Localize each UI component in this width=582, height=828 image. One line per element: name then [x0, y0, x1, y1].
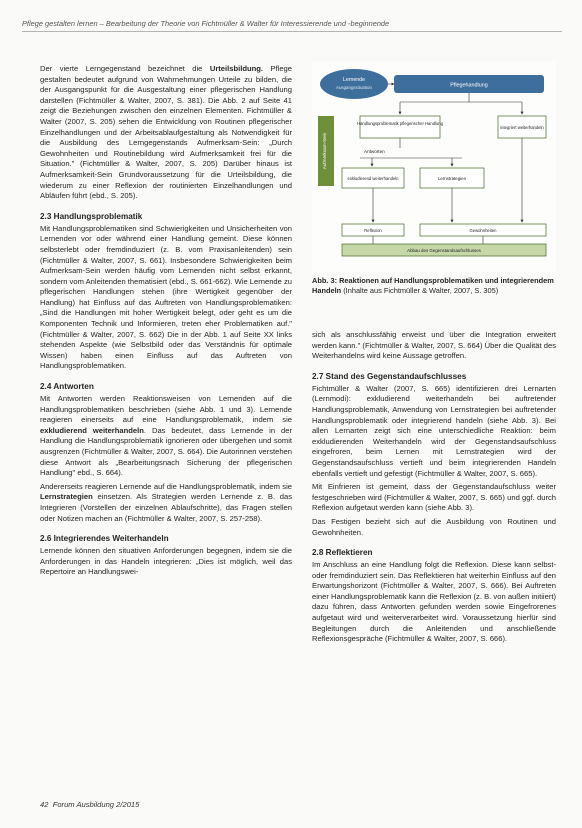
s24-bold-term-2: Lernstrategien [40, 492, 93, 502]
figure-diagram [312, 62, 556, 272]
node-exkludierend [342, 168, 404, 188]
caption-label: Abb. 3: Reaktionen auf Handlungsproblematiken und integrierendem Handeln [312, 276, 554, 295]
section-2-6-heading: 2.6 Integrierendes Weiterhandeln [40, 534, 169, 544]
s24-text1-rest: . Das bedeutet, dass Lernende in der Handlung die Handlungsproblematik ignorieren oder übergehen und somit ausgrenzen (Fichtmüller & Walter, 2007, S. 664). Die Autorinnen verstehen diese Antwort als „Bearbeitungsnach Sicherung der pflegerischen Handlung" ebd., S. 664). [40, 425, 292, 478]
section-2-7-paragraph-1: Fichtmüller & Walter (2007, S. 665) identifizieren drei Lernarten (Lernmodi): exkludierend weiterhandeln bei auftretender Handlungsproblematik, Anwendung von Lernstrategien bei auftretender Handlungsproblematik oder integrierend handeln (siehe Abb. 3). Bei allen Lernarten zeigt sich eine unterschiedliche Reaktion: beim exkludierenden Weiterhandeln wird der Gegenstandsaufschluss eingefroren, beim Lernen mit Lernstrategien wird der Gegenstandsaufschluss vertieft und beim integrierenden Handeln ebenfalls vertieft und gefestigt (Fichtmüller & Walter, 2007, S. 665). [312, 383, 556, 478]
node-lernende-label: Lernende [343, 77, 365, 83]
node-base [342, 244, 546, 256]
node-pflegehandlung [394, 75, 544, 93]
node-pflege-label: Pflegehandlung [450, 82, 488, 89]
s24-text2-pre: Andererseits reagieren Lernende auf die Handlungsproblematik, indem sie [40, 481, 292, 491]
left-column [40, 64, 292, 581]
section-2-4-paragraph-1 [40, 394, 292, 479]
node-bottom-right-label: Gewohnheiten [469, 228, 497, 233]
continuation-paragraph: sich als anschlussfähig erweist und über die Integration erweitert werden kann." (Fichtmüller & Walter, 2007, S. 664) Über die Qualität des Weiterhandelns wird keine Aussage getroffen. [312, 330, 556, 361]
intro-text: Der vierte Lerngegenstand bezeichnet die [40, 64, 210, 73]
intro-bold-term: Urteilsbildung. [209, 64, 263, 73]
section-2-6-text: Lernende können den situativen Anforderungen begegnen, indem sie die Anforderungen in das Handeln integrieren: „Dies ist möglich, weil das Repertoire an Handlungswei- [40, 546, 292, 577]
running-header-text: Pflege gestalten lernen – Bearbeitung der Theorie von Fichtmüller & Walter für Interessierende und -beginnende [22, 19, 390, 28]
node-base-label: Abbau des Gegenstandsaufschlusses [407, 248, 481, 253]
intro-paragraph [40, 64, 292, 202]
s24-text2-rest: einsetzen. Als Strategien werden Lernende z. B. das Integrieren (Vorstellen der einzelnen Ablaufschritte), das Fragen stellen oder Notizen machen an (Fichtmüller & Walter, 2007, S. 257-258). [40, 492, 292, 523]
node-handlungsproblematik [357, 116, 444, 138]
section-2-8-heading: 2.8 Reflektieren [312, 548, 373, 558]
figure-caption [312, 276, 556, 296]
node-integriert [498, 116, 546, 138]
node-problematik-label: Handlungsproblematik pflegerischer Handlung [357, 121, 443, 126]
header-rule [22, 31, 562, 32]
node-bottom-right [420, 224, 546, 236]
intro-text-rest: Pflege gestalten bedeutet aufgrund von Wahrnehmungen Urteile zu bilden, die der Ausgangspunkt für die Ausgestaltung einer pflegerischen Handlung darstellen (Fichtmüller & Walter, 2007, S. 381). Die Abb. 2 auf Seite 41 zeigt die Beziehungen zwischen den einzelnen Elementen. Fichtmüller & Walter (2007, S. 205) sehen die Entwicklung von Routinen pflegerischer Einzelhandlungen und der Arbeitsablaufgestaltung als Notwendigkeit für die Ausbildung des Lerngegenstands Aufmerksam-Sein: „Durch Gewohnheiten und Routinebildung wird Aufmerksamkeit frei für die Situation." (Fichtmüller & Walter, 2007, S. 205) Darüber hinaus ist Aufmerksamkeit-Sein Grundvoraussetzung für die Urteilsbildung, die wiederum zu einer Reflexion der routinierten Einzelhandlungen und Abläufen führt (ebd., S. 205). [40, 64, 292, 201]
node-integriert-label: integriert weiterhandeln [500, 125, 544, 130]
section-2-7-heading: 2.7 Stand des Gegenstandaufschlusses [312, 371, 467, 381]
section-2-8-text: Im Anschluss an eine Handlung folgt die Reflexion. Diese kann selbst- oder fremdinduziert sein. Das Reflektieren hat weiterhin Einfluss auf den Erwartungshorizont (Fichtmüller & Walter, 2007, S. 666). Bei Auftreten einer Handlungsproblematik kann die Reflexion (z. B. von außen initiiert) dazu führen, dass Antworten gefunden werden sowie Eingefrorenes aufgetaut wird und weiterverarbeitet wird. Voraussetzung hierfür sind Begleitungen durch die Anleitenden und anschließende Reflexionsgespräche (Fichtmüller & Walter, 2007, S. 666). [312, 560, 556, 644]
node-lernende [320, 69, 388, 99]
caption-source: (Inhalte aus Fichtmüller & Walter, 2007, S. 305) [341, 285, 499, 295]
page-number: 42 [40, 800, 49, 809]
section-2-7-paragraph-3: Das Festigen bezieht sich auf die Ausbildung von Routinen und Gewohnheiten. [312, 516, 556, 537]
s24-bold-term: exkludierend weiterhandeln [40, 425, 144, 435]
side-bar-label: Aufmerksam-Sein [322, 132, 327, 170]
section-2-4-heading: 2.4 Antworten [40, 382, 94, 392]
section-2-3-text: Mit Handlungsproblematiken sind Schwierigkeiten und Unsicherheiten von Lernenden vor oder während einer Handlung gemeint. Diese können selbsterlebt oder fremdinduziert (z. B. vom Praxisanleitenden) sein (Fichtmüller & Walter, 2007, S. 661). Insbesondere Schwierigkeiten beim Aufmerksam-Sein werden häufig vom Lernenden nicht selbst erkannt, sondern vom Anleitenden thematisiert (ebd., S. 661-662). Wie Lernende zu pflegerischen Handlungen stehen (ihre Wertigkeit gegenüber der Handlung) hat Einfluss auf das Auftreten von Handlungsproblematiken: „Sind die Handlungen mit hoher Wertigkeit belegt, oder geht es um die Komponenten Technik und Informieren, treten eher Problematiken auf." (Fichtmüller & Walter, 2007, S. 662) Die in der Abb. 1 auf Seite XX links stehenden Aspekte (wie Selbstbild oder das Verständnis für optimale Wissen) haben einen Einfluss auf das Auftreten von Handlungsproblematiken. [40, 223, 293, 371]
node-exkludierend-label: exkludierend weiterhandeln [347, 176, 399, 181]
section-2-3-heading: 2.3 Handlungsproblematik [40, 211, 143, 221]
s24-text1-pre: Mit Antworten werden Reaktionsweisen von Lernenden auf die Handlungsproblematiken beschrieben (siehe Abb. 1 und 3). Lernende reagieren einerseits auf eine Handlungsproblematik, indem sie [40, 394, 292, 425]
page-footer [40, 800, 139, 809]
node-lernende-sublabel: Ausgangssituation [336, 85, 372, 90]
section-2-7-paragraph-2: Mit Einfrieren ist gemeint, dass der Gegenstandaufschluss weiter festgeschrieben wird (Fichtmüller & Walter, 2007, S. 665) und ggf. durch Reflexion aufgetaut werden kann (siehe Abb. 3). [312, 482, 556, 513]
section-2-4-paragraph-2 [40, 482, 292, 524]
node-lernstrategien-label: Lernstrategien [437, 176, 467, 181]
running-header [22, 19, 562, 28]
node-antworten-label: Antworten [364, 149, 385, 154]
node-lernstrategien [420, 168, 484, 188]
right-column [312, 330, 556, 648]
node-bottom-left-label: Reflexion [364, 228, 382, 233]
journal-name: Forum Ausbildung 2/2015 [52, 800, 140, 809]
side-bar-aufmerksam [318, 116, 334, 186]
node-bottom-left [342, 224, 404, 236]
